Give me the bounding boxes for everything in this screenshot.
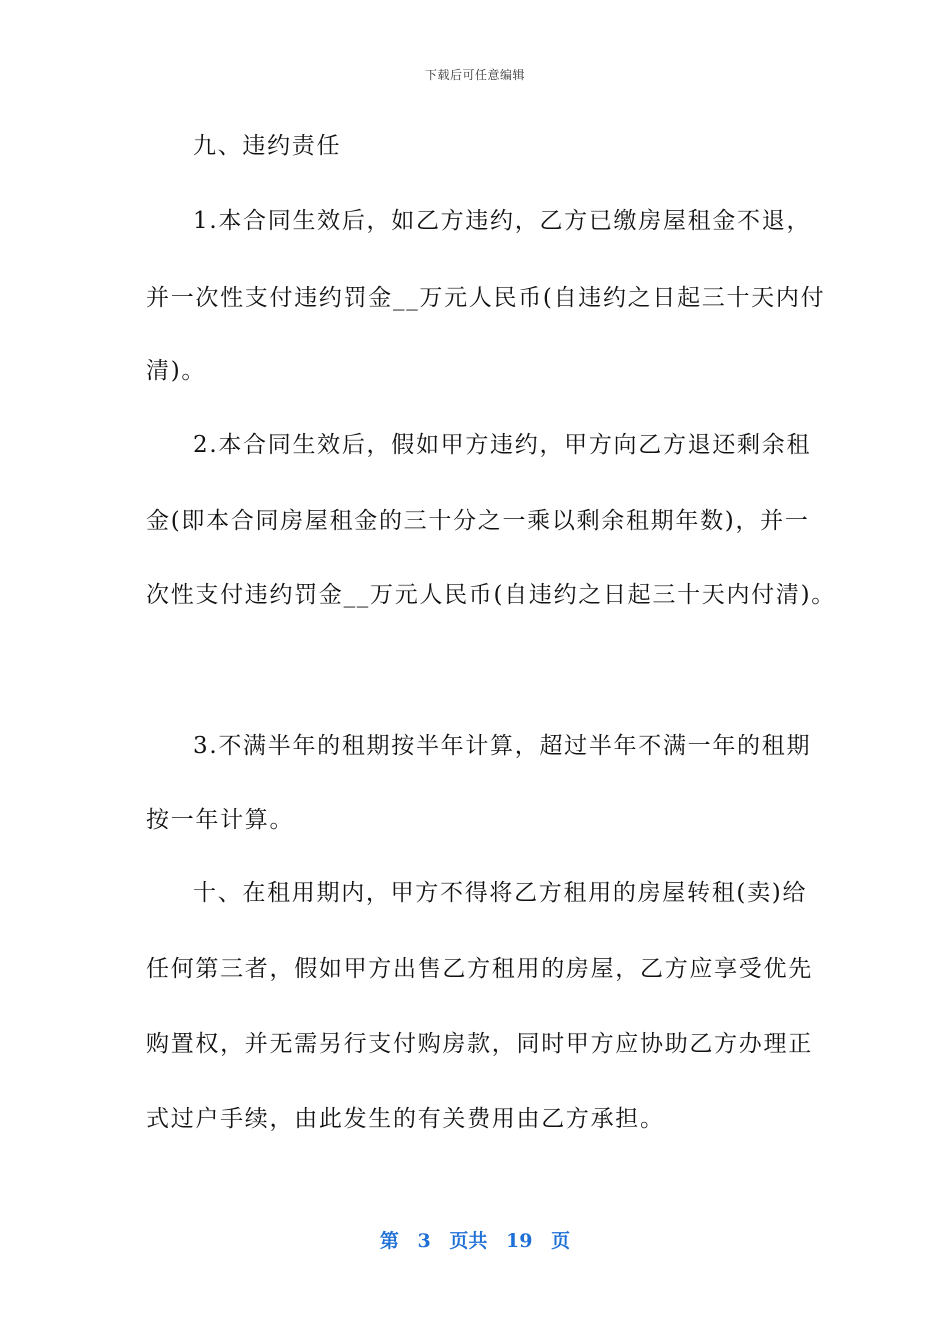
paragraph-line: 金(即本合同房屋租金的三十分之一乘以剩余租期年数)，并一 (146, 508, 810, 534)
paragraph-line: 清)。 (146, 358, 207, 384)
paragraph-line: 购置权，并无需另行支付购房款，同时甲方应协助乙方办理正 (146, 1031, 813, 1057)
page-suffix: 页 (551, 1230, 571, 1252)
page-mid: 页共 (449, 1230, 488, 1252)
page-prefix: 第 (379, 1230, 399, 1252)
paragraph-line: 任何第三者，假如甲方出售乙方租用的房屋，乙方应享受优先 (146, 956, 813, 982)
paragraph-line: 式过户手续，由此发生的有关费用由乙方承担。 (146, 1106, 665, 1132)
section-heading-breach: 九、违约责任 (193, 133, 342, 159)
page-total: 19 (506, 1230, 533, 1252)
paragraph-line: 3.不满半年的租期按半年计算，超过半年不满一年的租期 (193, 733, 812, 759)
page-current: 3 (417, 1230, 431, 1252)
paragraph-line: 1.本合同生效后，如乙方违约，乙方已缴房屋租金不退， (193, 208, 812, 234)
page-number-footer (0, 1226, 950, 1253)
paragraph-line: 次性支付违约罚金__万元人民币(自违约之日起三十天内付清)。 (146, 582, 836, 608)
header-note: 下载后可任意编辑 (424, 68, 525, 82)
paragraph-line: 2.本合同生效后，假如甲方违约，甲方向乙方退还剩余租 (193, 432, 812, 458)
paragraph-line: 十、在租用期内，甲方不得将乙方租用的房屋转租(卖)给 (193, 880, 808, 906)
paragraph-line: 按一年计算。 (146, 807, 295, 833)
paragraph-line: 并一次性支付违约罚金__万元人民币(自违约之日起三十天内付 (146, 285, 826, 311)
